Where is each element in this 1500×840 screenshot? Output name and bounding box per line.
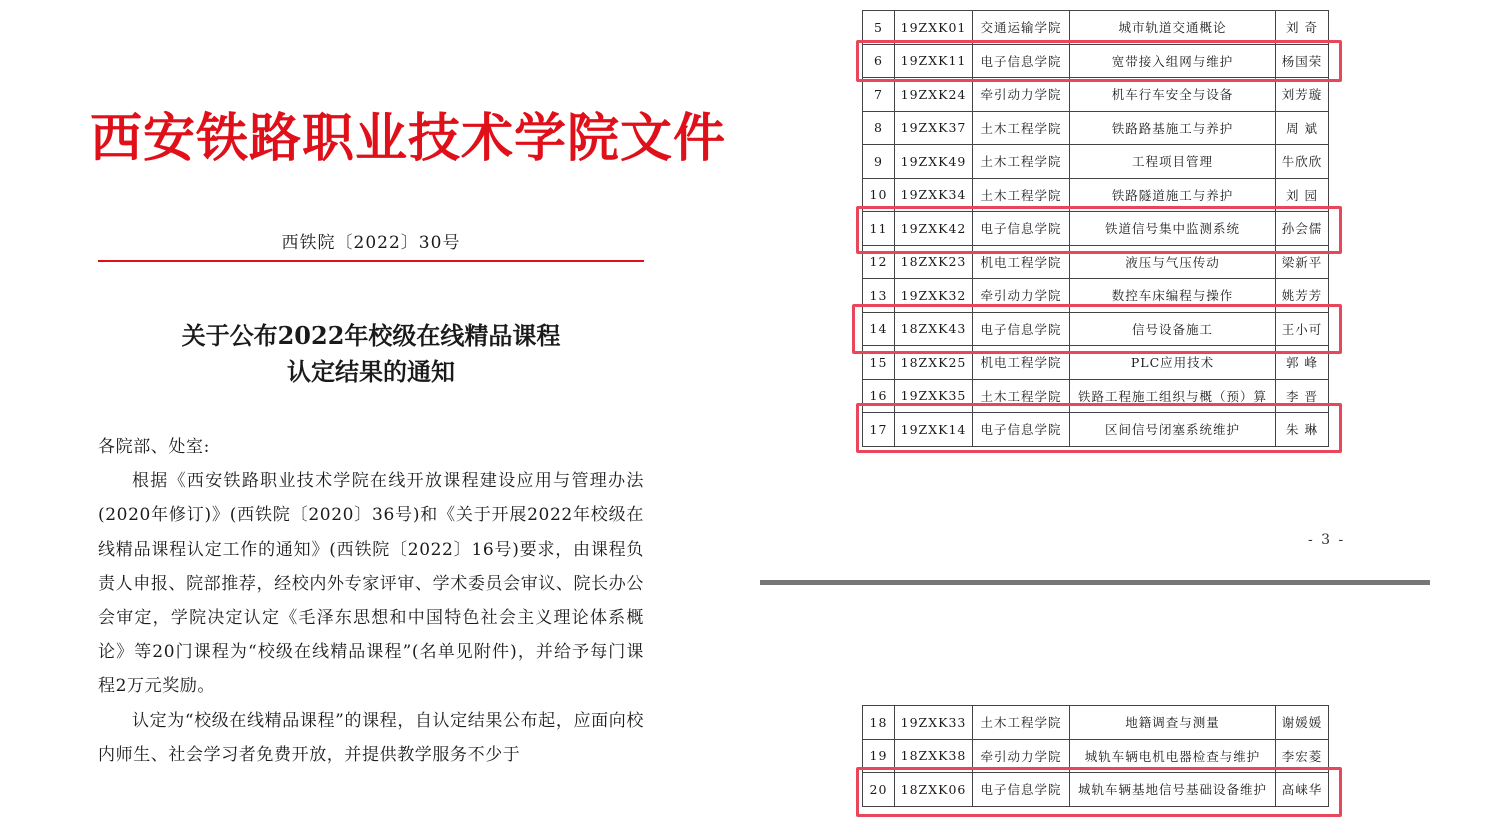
notice-title-line-2: 认定结果的通知 xyxy=(287,357,455,386)
highlight-box-row-11 xyxy=(856,206,1342,254)
course-code-cell: 18ZXK23 xyxy=(895,245,973,279)
course-name-cell: 地籍调查与测量 xyxy=(1070,706,1276,740)
department-cell: 电子信息学院 xyxy=(973,212,1070,246)
course-code-cell: 18ZXK38 xyxy=(895,739,973,773)
row-number-cell: 15 xyxy=(863,346,895,380)
course-lead-cell: 杨国荣 xyxy=(1276,44,1329,78)
course-lead-cell: 高崃华 xyxy=(1276,773,1329,807)
course-name-cell: 宽带接入组网与维护 xyxy=(1070,44,1276,78)
department-cell: 土木工程学院 xyxy=(973,178,1070,212)
department-cell: 电子信息学院 xyxy=(973,312,1070,346)
course-name-cell: 工程项目管理 xyxy=(1070,145,1276,179)
course-code-cell: 19ZXK33 xyxy=(895,706,973,740)
body-paragraph-1: 根据《西安铁路职业技术学院在线开放课程建设应用与管理办法(2020年修订)》(西铁院〔2020〕36号)和《关于开展2022年校级在线精品课程认定工作的通知》(西铁院〔2022〕16号)要求，由课程负责人申报、院部推荐，经校内外专家评审、学术委员会审议、院长办公会审定，学院决定认定《毛泽东思想和中国特色社会主义理论体系概论》等20门课程为“校级在线精品课程”(名单见附件)，并给予每门课程2万元奖励。 xyxy=(98,471,644,697)
row-number-cell: 19 xyxy=(863,739,895,773)
course-code-cell: 19ZXK49 xyxy=(895,145,973,179)
course-name-cell: 信号设备施工 xyxy=(1070,312,1276,346)
department-cell: 交通运输学院 xyxy=(973,11,1070,45)
body-paragraph-2: 认定为“校级在线精品课程”的课程，自认定结果公布起，应面向校内师生、社会学习者免费开放，并提供教学服务不少于 xyxy=(98,710,644,765)
highlight-box-row-14 xyxy=(852,304,1342,354)
course-name-cell: 铁路隧道施工与养护 xyxy=(1070,178,1276,212)
course-code-cell: 19ZXK01 xyxy=(895,11,973,45)
course-lead-cell: 李 晋 xyxy=(1276,379,1329,413)
course-code-cell: 19ZXK42 xyxy=(895,212,973,246)
course-name-cell: 数控车床编程与操作 xyxy=(1070,279,1276,313)
document-number: 西铁院〔2022〕30号 xyxy=(281,233,461,253)
salutation: 各院部、处室: xyxy=(98,437,210,457)
course-lead-cell: 梁新平 xyxy=(1276,245,1329,279)
course-code-cell: 18ZXK25 xyxy=(895,346,973,380)
course-lead-cell: 朱 琳 xyxy=(1276,413,1329,447)
department-cell: 机电工程学院 xyxy=(973,245,1070,279)
table-row xyxy=(863,145,1329,179)
row-number-cell: 14 xyxy=(863,312,895,346)
course-name-cell: 机车行车安全与设备 xyxy=(1070,78,1276,112)
course-lead-cell: 姚芳芳 xyxy=(1276,279,1329,313)
department-cell: 牵引动力学院 xyxy=(973,739,1070,773)
course-lead-cell: 谢媛媛 xyxy=(1276,706,1329,740)
course-code-cell: 19ZXK34 xyxy=(895,178,973,212)
department-cell: 电子信息学院 xyxy=(973,413,1070,447)
notice-body xyxy=(98,430,644,772)
department-cell: 牵引动力学院 xyxy=(973,279,1070,313)
department-cell: 土木工程学院 xyxy=(973,145,1070,179)
course-lead-cell: 孙会儒 xyxy=(1276,212,1329,246)
course-code-cell: 19ZXK24 xyxy=(895,78,973,112)
right-document-page xyxy=(760,0,1500,840)
row-number-cell: 6 xyxy=(863,44,895,78)
department-cell: 土木工程学院 xyxy=(973,379,1070,413)
course-name-cell: PLC应用技术 xyxy=(1070,346,1276,380)
course-name-cell: 城轨车辆基地信号基础设备维护 xyxy=(1070,773,1276,807)
course-lead-cell: 刘 园 xyxy=(1276,178,1329,212)
page-number: - 3 - xyxy=(1308,532,1346,548)
table-row xyxy=(863,78,1329,112)
highlight-box-row-17 xyxy=(856,403,1342,453)
course-code-cell: 19ZXK11 xyxy=(895,44,973,78)
course-code-cell: 19ZXK32 xyxy=(895,279,973,313)
course-code-cell: 18ZXK06 xyxy=(895,773,973,807)
left-document-page xyxy=(0,0,740,840)
row-number-cell: 12 xyxy=(863,245,895,279)
row-number-cell: 10 xyxy=(863,178,895,212)
row-number-cell: 20 xyxy=(863,773,895,807)
row-number-cell: 8 xyxy=(863,111,895,145)
row-number-cell: 16 xyxy=(863,379,895,413)
course-code-cell: 19ZXK35 xyxy=(895,379,973,413)
course-name-cell: 铁路路基施工与养护 xyxy=(1070,111,1276,145)
table-row xyxy=(863,111,1329,145)
notice-title xyxy=(98,318,644,390)
highlight-box-row-20 xyxy=(856,767,1342,817)
row-number-cell: 5 xyxy=(863,11,895,45)
course-lead-cell: 周 斌 xyxy=(1276,111,1329,145)
course-name-cell: 城轨车辆电机电器检查与维护 xyxy=(1070,739,1276,773)
course-lead-cell: 牛欣欣 xyxy=(1276,145,1329,179)
course-name-cell: 区间信号闭塞系统维护 xyxy=(1070,413,1276,447)
row-number-cell: 17 xyxy=(863,413,895,447)
department-cell: 电子信息学院 xyxy=(973,44,1070,78)
course-lead-cell: 刘芳璇 xyxy=(1276,78,1329,112)
course-lead-cell: 王小可 xyxy=(1276,312,1329,346)
row-number-cell: 11 xyxy=(863,212,895,246)
page-divider xyxy=(760,580,1430,585)
course-name-cell: 城市轨道交通概论 xyxy=(1070,11,1276,45)
course-name-cell: 液压与气压传动 xyxy=(1070,245,1276,279)
department-cell: 机电工程学院 xyxy=(973,346,1070,380)
course-lead-cell: 郭 峰 xyxy=(1276,346,1329,380)
department-cell: 土木工程学院 xyxy=(973,111,1070,145)
course-code-cell: 19ZXK14 xyxy=(895,413,973,447)
department-cell: 土木工程学院 xyxy=(973,706,1070,740)
row-number-cell: 9 xyxy=(863,145,895,179)
course-name-cell: 铁道信号集中监测系统 xyxy=(1070,212,1276,246)
red-divider-line xyxy=(98,260,644,262)
table-row xyxy=(863,11,1329,45)
department-cell: 牵引动力学院 xyxy=(973,78,1070,112)
department-cell: 电子信息学院 xyxy=(973,773,1070,807)
row-number-cell: 13 xyxy=(863,279,895,313)
course-lead-cell: 李宏菱 xyxy=(1276,739,1329,773)
course-code-cell: 18ZXK43 xyxy=(895,312,973,346)
table-row xyxy=(863,706,1329,740)
highlight-box-row-6 xyxy=(856,40,1342,82)
document-header-title: 西安铁路职业技术学院文件 xyxy=(90,108,727,169)
row-number-cell: 7 xyxy=(863,78,895,112)
course-code-cell: 19ZXK37 xyxy=(895,111,973,145)
row-number-cell: 18 xyxy=(863,706,895,740)
course-name-cell: 铁路工程施工组织与概（预）算 xyxy=(1070,379,1276,413)
notice-title-line-1: 关于公布2022年校级在线精品课程 xyxy=(181,321,561,350)
course-lead-cell: 刘 奇 xyxy=(1276,11,1329,45)
